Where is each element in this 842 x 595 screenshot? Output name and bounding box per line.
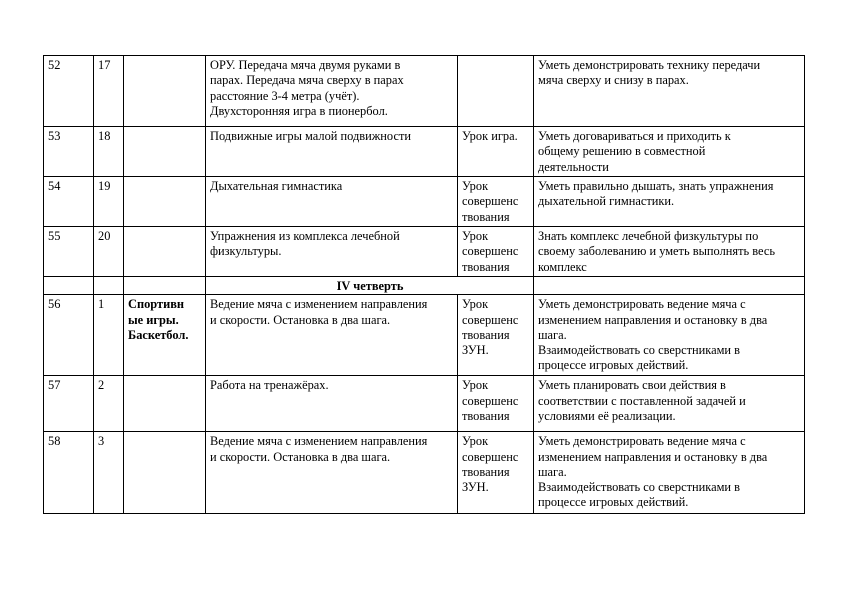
table-row — [44, 277, 805, 295]
quarter-lesson-number: 1 — [94, 295, 124, 376]
lesson-number: 58 — [44, 432, 94, 514]
lesson-content-line: Двухсторонняя игра в пионербол. — [210, 103, 388, 118]
lesson-content-line: расстояние 3-4 метра (учёт). — [210, 88, 360, 103]
table-row — [44, 56, 805, 127]
lesson-content — [206, 295, 458, 376]
lesson-content — [206, 127, 458, 177]
requirements — [534, 177, 805, 227]
lesson-content-line: Работа на тренажёрах. — [210, 378, 329, 393]
lesson-content-line: физкультуры. — [210, 244, 282, 259]
lesson-type-line: Урок — [462, 434, 489, 449]
requirements-line: деятельности — [538, 159, 609, 174]
lesson-number: 52 — [44, 56, 94, 127]
requirements — [534, 376, 805, 432]
lesson-type-line: Урок игра. — [462, 129, 518, 143]
lesson-type — [458, 295, 534, 376]
lesson-content — [206, 432, 458, 514]
requirements-line: процессе игровых действий. — [538, 495, 689, 510]
quarter-heading: IV четверть — [206, 277, 534, 295]
lesson-content — [206, 177, 458, 227]
requirements-line: Уметь демонстрировать ведение мяча с — [538, 434, 746, 449]
requirements-line: Взаимодействовать со сверстниками в — [538, 480, 741, 495]
requirements-line: шага. — [538, 464, 567, 479]
lesson-content — [206, 56, 458, 127]
lesson-type-line: совершенс — [462, 393, 519, 408]
lesson-type-line: твования — [462, 259, 510, 274]
lesson-type-line: Урок — [462, 378, 489, 393]
lesson-type — [458, 376, 534, 432]
quarter-lesson-number: 19 — [94, 177, 124, 227]
section-cell — [124, 56, 206, 127]
lesson-type-line: ЗУН. — [462, 480, 489, 495]
section-cell-line: Баскетбол. — [128, 327, 189, 342]
lesson-number: 56 — [44, 295, 94, 376]
requirements-line: Знать комплекс лечебной физкультуры по — [538, 229, 759, 243]
lesson-type-line: совершенс — [462, 449, 519, 464]
quarter-lesson-number: 20 — [94, 227, 124, 277]
requirements-line: мяча сверху и снизу в парах. — [538, 73, 689, 88]
lesson-type — [458, 177, 534, 227]
section-cell-line: Спортивн — [128, 297, 185, 312]
lesson-content-line: парах. Передача мяча сверху в парах — [210, 73, 404, 88]
lesson-type-line: ЗУН. — [462, 343, 489, 358]
requirements-line: условиями её реализации. — [538, 408, 676, 423]
requirements-line: Уметь демонстрировать ведение мяча с — [538, 297, 746, 312]
requirements-line: процессе игровых действий. — [538, 358, 689, 373]
lesson-content-line: Подвижные игры малой подвижности — [210, 129, 411, 143]
lesson-type-line: твования — [462, 464, 510, 479]
section-cell — [124, 177, 206, 227]
lesson-content-line: Дыхательная гимнастика — [210, 179, 343, 193]
lesson-type — [458, 56, 534, 127]
lesson-content-line: Упражнения из комплекса лечебной — [210, 229, 400, 243]
lesson-type-line: Урок — [462, 179, 489, 193]
lesson-type — [458, 127, 534, 177]
lesson-type — [458, 432, 534, 514]
requirements-line: комплекс — [538, 259, 587, 274]
lesson-content — [206, 227, 458, 277]
requirements-line: изменением направления и остановку в два — [538, 312, 768, 327]
lesson-type-line: Урок — [462, 229, 489, 243]
requirements-line: Уметь правильно дышать, знать упражнения — [538, 179, 774, 193]
table-row — [44, 127, 805, 177]
requirements-line: общему решению в совместной — [538, 144, 706, 159]
requirements-line: изменением направления и остановку в два — [538, 449, 768, 464]
lesson-number: 57 — [44, 376, 94, 432]
requirements — [534, 432, 805, 514]
requirements-line: шага. — [538, 327, 567, 342]
requirements — [534, 295, 805, 376]
lesson-type-line: твования — [462, 327, 510, 342]
requirements-line: Уметь планировать свои действия в — [538, 378, 726, 393]
lesson-type-line: совершенс — [462, 312, 519, 327]
section-cell-line: ые игры. — [128, 312, 179, 327]
lesson-content-line: и скорости. Остановка в два шага. — [210, 449, 391, 464]
table-row — [44, 432, 805, 514]
quarter-lesson-number: 17 — [94, 56, 124, 127]
section-cell — [124, 227, 206, 277]
table-row — [44, 295, 805, 376]
requirements-line: дыхательной гимнастики. — [538, 194, 675, 209]
empty-cell — [534, 277, 805, 295]
empty-cell — [44, 277, 94, 295]
quarter-lesson-number: 18 — [94, 127, 124, 177]
empty-cell — [94, 277, 124, 295]
lesson-content-line: Ведение мяча с изменением направления — [210, 434, 428, 449]
lesson-type-line: Урок — [462, 297, 489, 312]
lesson-type — [458, 227, 534, 277]
section-cell — [124, 376, 206, 432]
lesson-content-line: Ведение мяча с изменением направления — [210, 297, 428, 312]
section-cell — [124, 295, 206, 376]
lesson-type-line: твования — [462, 209, 510, 224]
table-row — [44, 177, 805, 227]
lesson-type-line: твования — [462, 408, 510, 423]
quarter-lesson-number: 3 — [94, 432, 124, 514]
quarter-lesson-number: 2 — [94, 376, 124, 432]
requirements-line: соответствии с поставленной задачей и — [538, 393, 746, 408]
requirements-line: Уметь договариваться и приходить к — [538, 129, 731, 143]
section-cell — [124, 432, 206, 514]
lesson-content — [206, 376, 458, 432]
requirements — [534, 56, 805, 127]
empty-cell — [124, 277, 206, 295]
lesson-type-line: совершенс — [462, 244, 519, 259]
table-row — [44, 376, 805, 432]
lesson-type-line: совершенс — [462, 194, 519, 209]
requirements-line: своему заболеванию и уметь выполнять весь — [538, 244, 775, 259]
requirements-line: Уметь демонстрировать технику передачи — [538, 58, 761, 72]
section-cell — [124, 127, 206, 177]
table-row — [44, 227, 805, 277]
lesson-number: 55 — [44, 227, 94, 277]
requirements — [534, 127, 805, 177]
lesson-plan-table — [43, 55, 805, 514]
lesson-content-line: ОРУ. Передача мяча двумя руками в — [210, 58, 401, 72]
requirements — [534, 227, 805, 277]
lesson-number: 53 — [44, 127, 94, 177]
lesson-number: 54 — [44, 177, 94, 227]
requirements-line: Взаимодействовать со сверстниками в — [538, 343, 741, 358]
lesson-content-line: и скорости. Остановка в два шага. — [210, 312, 391, 327]
